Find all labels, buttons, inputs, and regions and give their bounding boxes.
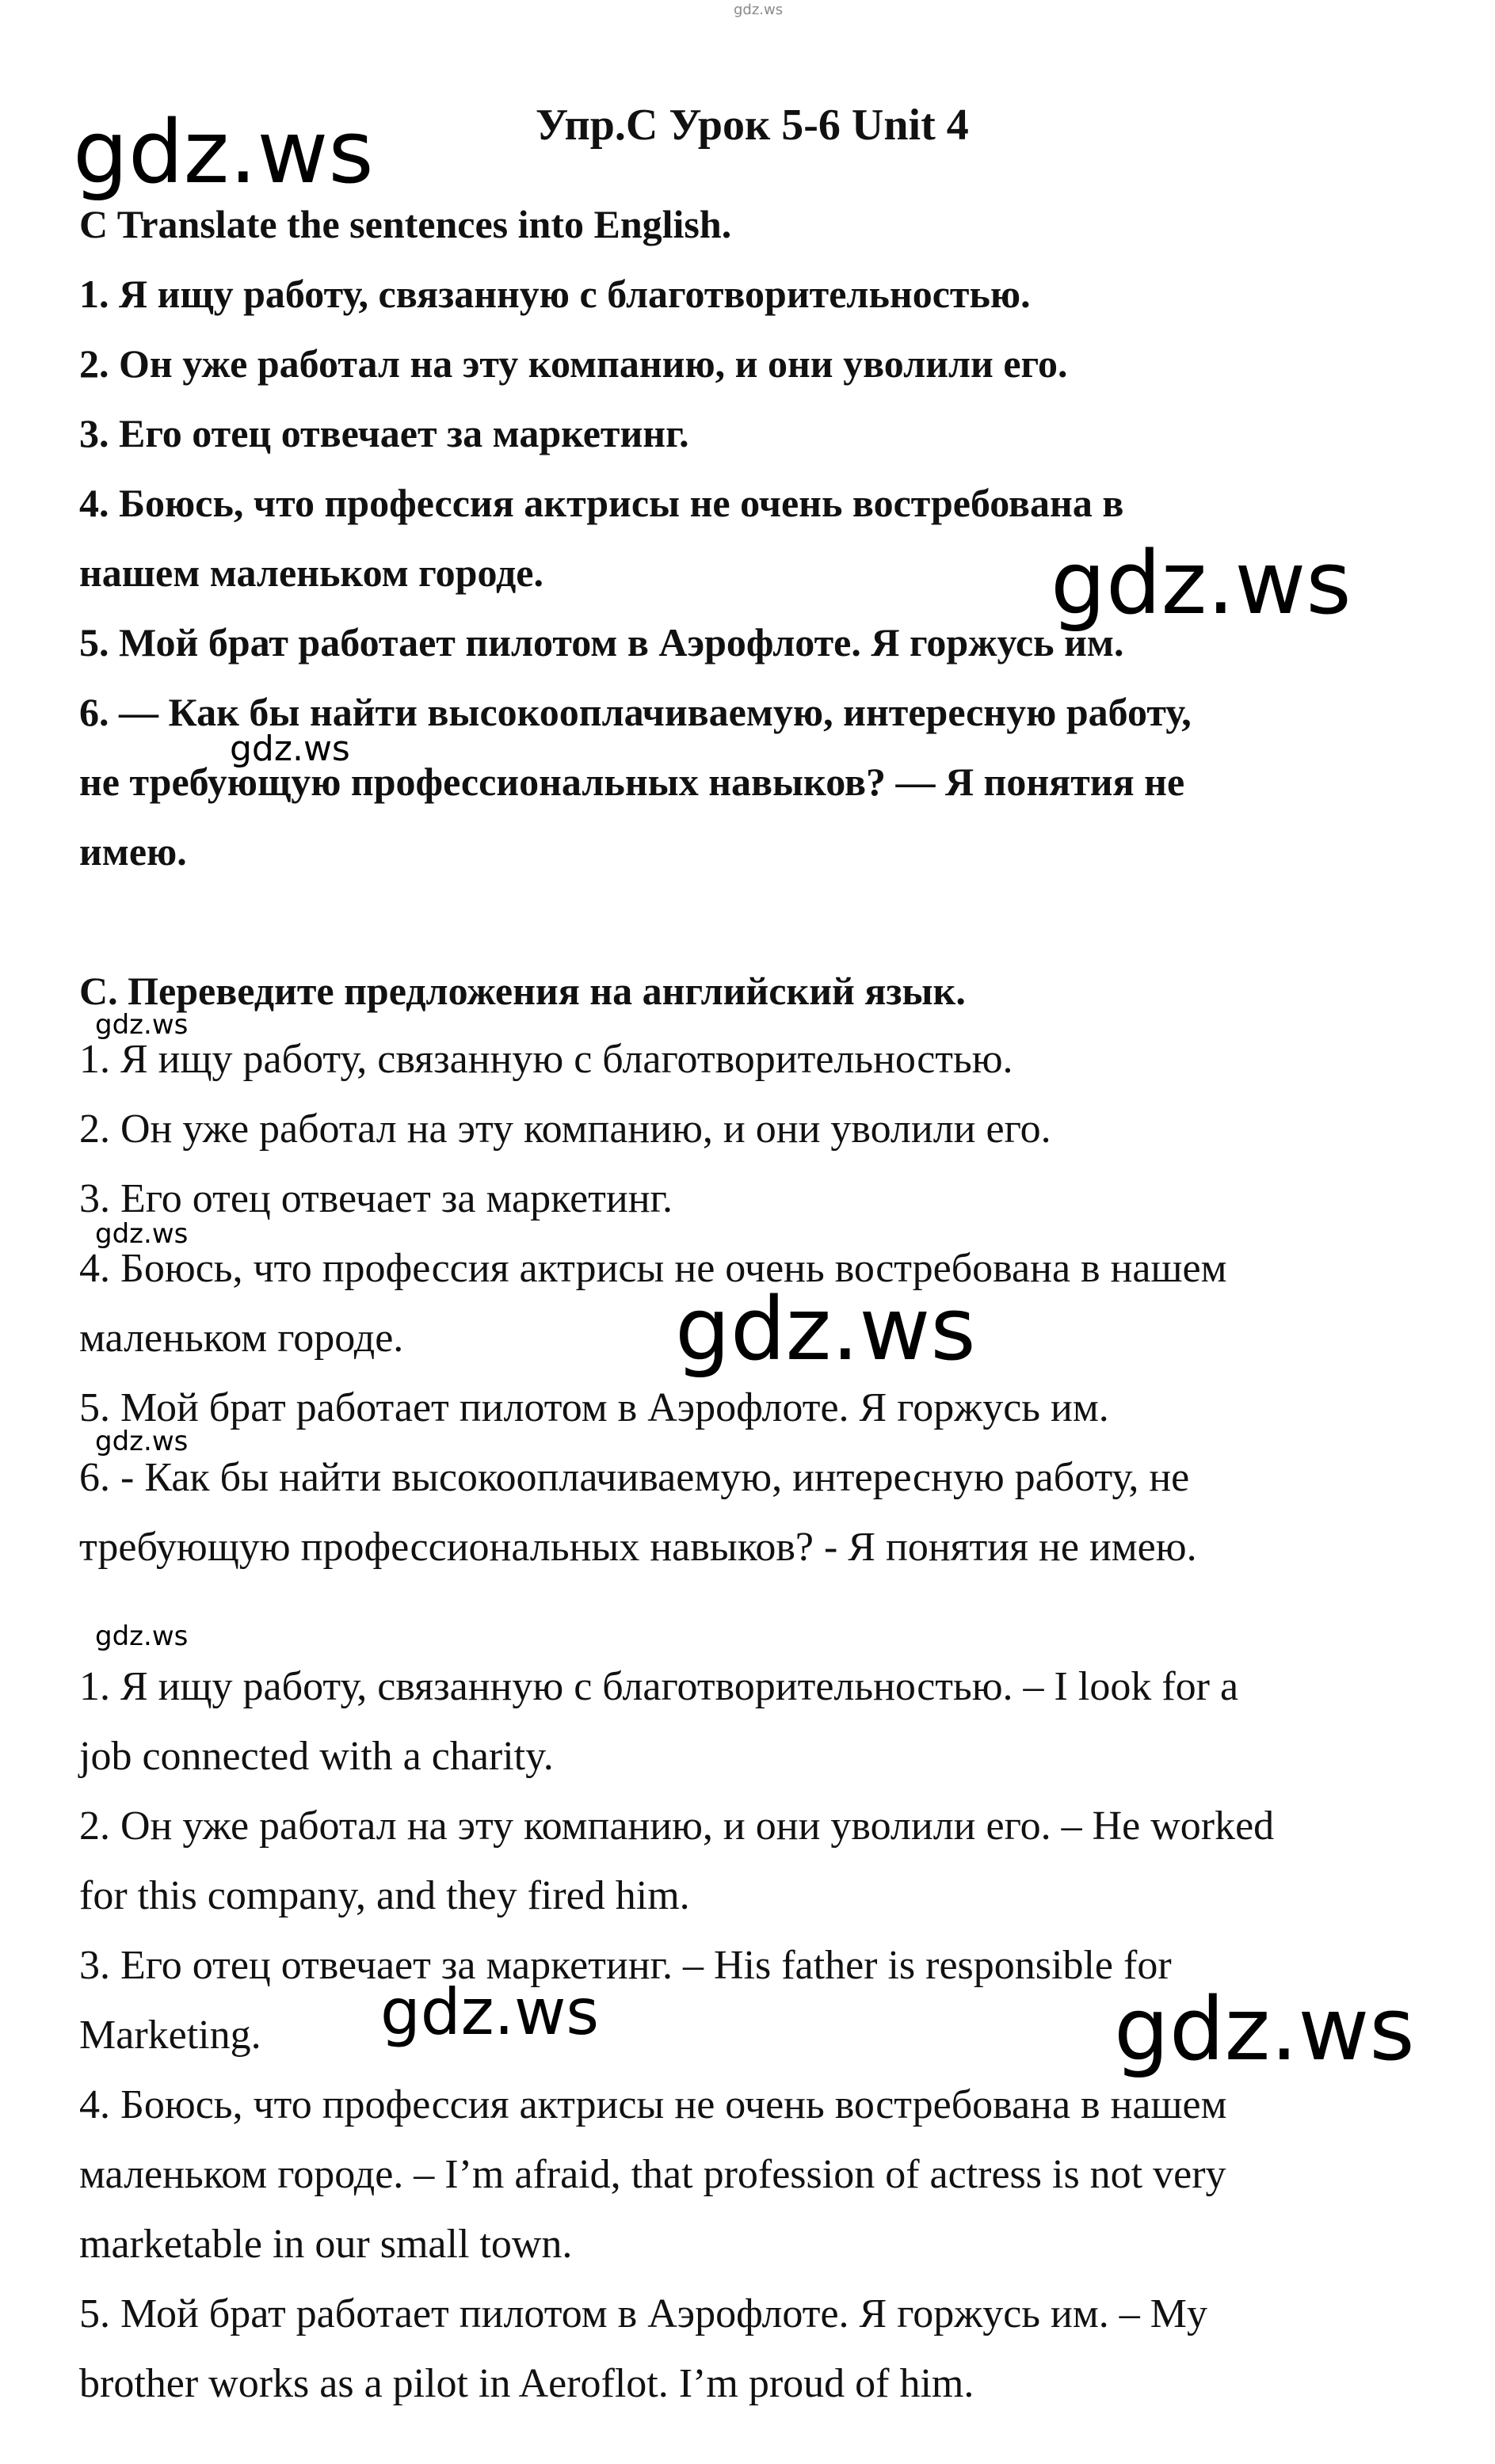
watermark-small: gdz.ws: [95, 1218, 189, 1250]
answer-line: 2. Он уже работал на эту компанию, и они уволили его. – He worked: [79, 1803, 1275, 1849]
task-en-line: нашем маленьком городе.: [79, 550, 543, 595]
watermark-mid-right: gdz.ws: [1051, 532, 1352, 634]
watermark-small: gdz.ws: [95, 1620, 189, 1652]
answer-line: 4. Боюсь, что профессия актрисы не очень востребована в нашем: [79, 2082, 1227, 2127]
task-en-line: не требующую профессиональных навыков? — Я понятия не: [79, 760, 1185, 804]
answer-line: 3. Его отец отвечает за маркетинг. – His father is responsible for: [79, 1943, 1172, 1988]
answer-line: brother works as a pilot in Aeroflot. I’m proud of him.: [79, 2361, 974, 2406]
watermark-top-left: gdz.ws: [73, 101, 374, 203]
answer-line: Marketing.: [79, 2013, 261, 2058]
task-ru-line: требующую профессиональных навыков? - Я понятия не имею.: [79, 1525, 1197, 1570]
answer-line: for this company, and they fired him.: [79, 1873, 690, 1918]
watermark-small: gdz.ws: [95, 1009, 189, 1041]
answer-line: job connected with a charity.: [79, 1734, 554, 1779]
task-en-line: 2. Он уже работал на эту компанию, и они уволили его.: [79, 341, 1068, 386]
task-ru-line: 3. Его отец отвечает за маркетинг.: [79, 1176, 673, 1221]
task-ru-line: 1. Я ищу работу, связанную с благотворительностью.: [79, 1037, 1013, 1082]
task-en-line: имею.: [79, 829, 187, 874]
task-ru-heading: С. Переведите предложения на английский язык.: [79, 969, 966, 1013]
watermark-top-tiny: gdz.ws: [734, 2, 784, 18]
task-ru-line: 2. Он уже работал на эту компанию, и они уволили его.: [79, 1106, 1051, 1152]
answer-line: 1. Я ищу работу, связанную с благотворительностью. – I look for a: [79, 1664, 1239, 1709]
page-title: Упр.С Урок 5-6 Unit 4: [536, 101, 969, 150]
answer-line: marketable in our small town.: [79, 2222, 573, 2267]
watermark-bottom-left: gdz.ws: [380, 1975, 600, 2049]
task-en-line: 5. Мой брат работает пилотом в Аэрофлоте. Я горжусь им.: [79, 620, 1124, 665]
watermark-mid-center: gdz.ws: [675, 1278, 976, 1380]
task-ru-line: 4. Боюсь, что профессия актрисы не очень востребована в нашем: [79, 1246, 1227, 1291]
task-ru-line: маленьком городе.: [79, 1316, 404, 1361]
task-en-line: 1. Я ищу работу, связанную с благотворительностью.: [79, 272, 1031, 316]
answer-line: маленьком городе. – I’m afraid, that profession of actress is not very: [79, 2152, 1226, 2197]
task-en-heading: C Translate the sentences into English.: [79, 202, 732, 246]
watermark-small: gdz.ws: [230, 729, 350, 769]
task-en-line: 4. Боюсь, что профессия актрисы не очень востребована в: [79, 481, 1124, 525]
task-ru-line: 6. - Как бы найти высокооплачиваемую, интересную работу, не: [79, 1455, 1190, 1500]
task-en-line: 3. Его отец отвечает за маркетинг.: [79, 411, 689, 455]
watermark-bottom-right: gdz.ws: [1114, 1978, 1415, 2080]
watermark-small: gdz.ws: [95, 1426, 189, 1457]
task-ru-line: 5. Мой брат работает пилотом в Аэрофлоте. Я горжусь им.: [79, 1385, 1109, 1430]
answer-line: 5. Мой брат работает пилотом в Аэрофлоте. Я горжусь им. – My: [79, 2291, 1207, 2336]
task-en-line: 6. — Как бы найти высокооплачиваемую, интересную работу,: [79, 690, 1192, 734]
